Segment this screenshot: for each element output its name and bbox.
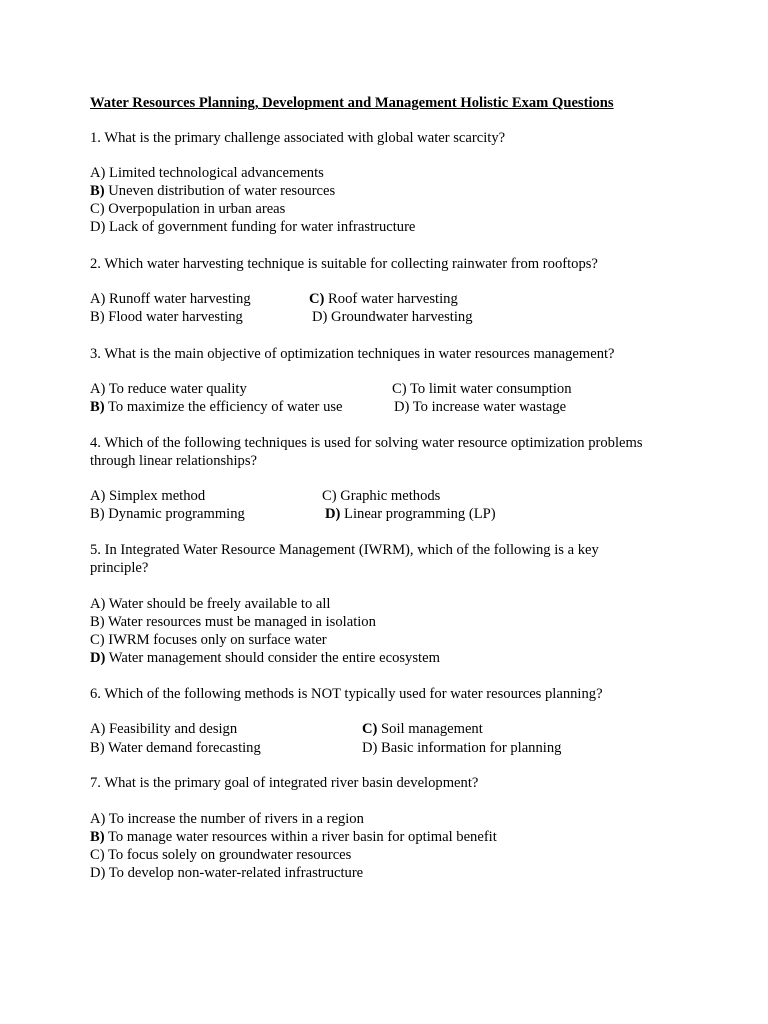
q2-option-d: D) Groundwater harvesting xyxy=(312,309,473,325)
q7-option-b: B) To manage water resources within a river basin for optimal benefit xyxy=(90,829,497,845)
q1-option-b: B) Uneven distribution of water resources xyxy=(90,183,336,199)
question-2: 2. Which water harvesting technique is suitable for collecting rainwater from rooftops? xyxy=(90,256,598,272)
question-4-cont: through linear relationships? xyxy=(90,453,257,469)
q4-option-a: A) Simplex method xyxy=(90,488,206,504)
q6-option-a: A) Feasibility and design xyxy=(90,721,238,737)
question-1: 1. What is the primary challenge associated with global water scarcity? xyxy=(90,130,506,146)
q6-option-b: B) Water demand forecasting xyxy=(90,740,261,756)
question-6: 6. Which of the following methods is NOT typically used for water resources planning? xyxy=(90,686,603,702)
q5-option-b: B) Water resources must be managed in isolation xyxy=(90,614,376,630)
q4-option-d: D) Linear programming (LP) xyxy=(325,506,496,522)
q7-option-c: C) To focus solely on groundwater resources xyxy=(90,847,352,863)
question-5-cont: principle? xyxy=(90,560,149,576)
page-title: Water Resources Planning, Development and Management Holistic Exam Questions xyxy=(90,95,614,111)
q7-option-d: D) To develop non-water-related infrastructure xyxy=(90,865,364,881)
q6-option-c: C) Soil management xyxy=(362,721,483,737)
q2-option-c: C) Roof water harvesting xyxy=(309,291,458,307)
q4-option-b: B) Dynamic programming xyxy=(90,506,245,522)
question-4: 4. Which of the following techniques is used for solving water resource optimization problems xyxy=(90,435,643,451)
q3-option-c: C) To limit water consumption xyxy=(392,381,572,397)
q3-option-a: A) To reduce water quality xyxy=(90,381,247,397)
q2-option-b: B) Flood water harvesting xyxy=(90,309,243,325)
q5-option-a: A) Water should be freely available to all xyxy=(90,596,331,612)
question-5: 5. In Integrated Water Resource Management (IWRM), which of the following is a key xyxy=(90,542,599,558)
question-3: 3. What is the main objective of optimization techniques in water resources management? xyxy=(90,346,615,362)
q4-option-c: C) Graphic methods xyxy=(322,488,441,504)
q1-option-c: C) Overpopulation in urban areas xyxy=(90,201,286,217)
q1-option-d: D) Lack of government funding for water infrastructure xyxy=(90,219,416,235)
q2-option-a: A) Runoff water harvesting xyxy=(90,291,251,307)
q1-option-a: A) Limited technological advancements xyxy=(90,165,324,181)
q7-option-a: A) To increase the number of rivers in a region xyxy=(90,811,364,827)
q5-option-d: D) Water management should consider the entire ecosystem xyxy=(90,650,440,666)
question-7: 7. What is the primary goal of integrated river basin development? xyxy=(90,775,479,791)
q3-option-d: D) To increase water wastage xyxy=(394,399,567,415)
q6-option-d: D) Basic information for planning xyxy=(362,740,562,756)
q5-option-c: C) IWRM focuses only on surface water xyxy=(90,632,327,648)
q3-option-b: B) To maximize the efficiency of water use xyxy=(90,399,343,415)
